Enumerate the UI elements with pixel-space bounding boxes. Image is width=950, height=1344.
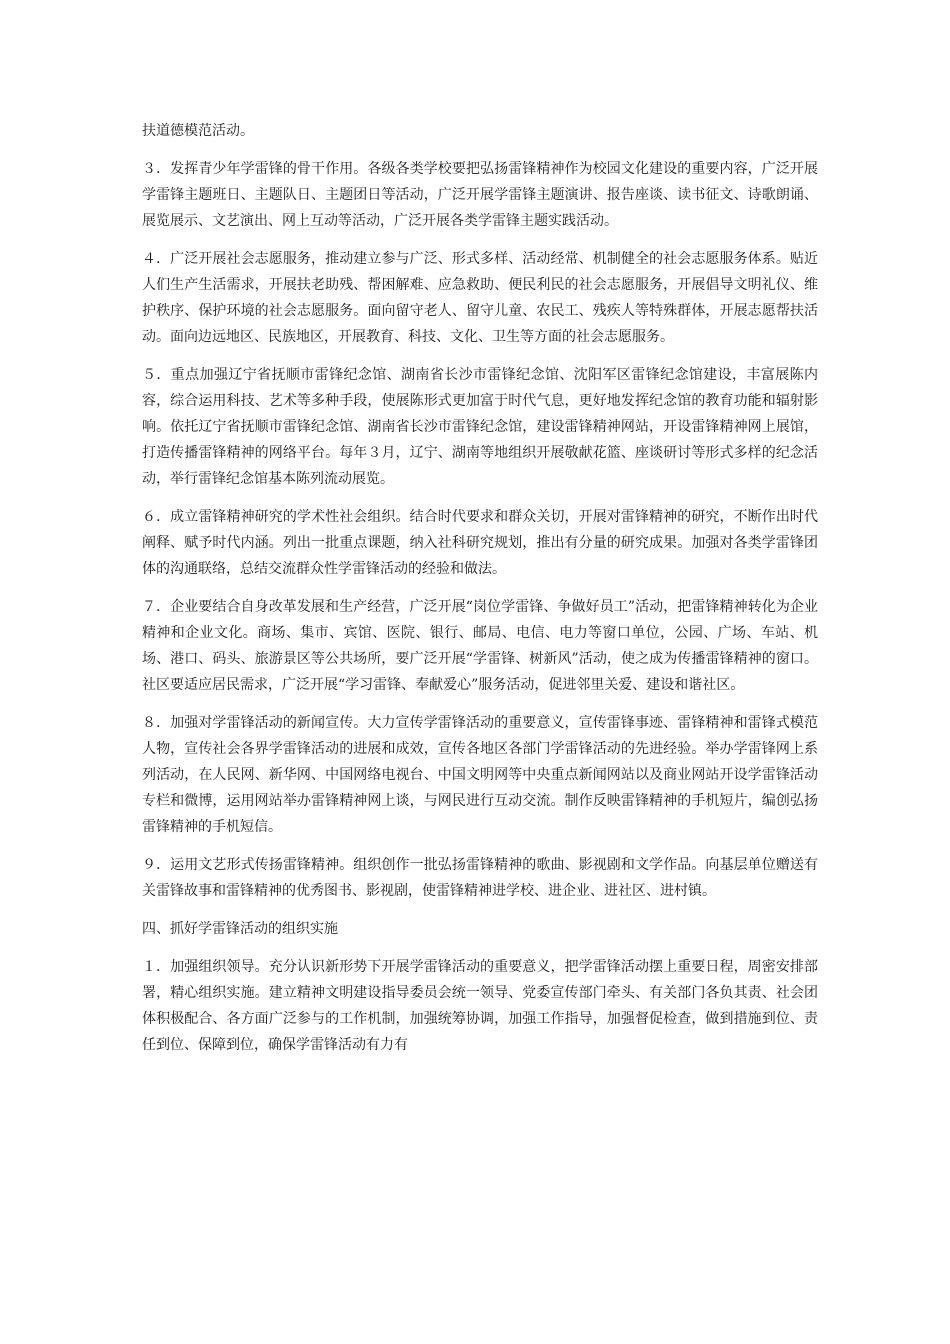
paragraph-continuation: 扶道德模范活动。 <box>142 123 254 139</box>
document-page <box>142 118 818 1058</box>
paragraph-item-4: ４．广泛开展社会志愿服务，推动建立参与广泛、形式多样、活动经常、机制健全的社会志愿服务体系。贴近人们生产生活需求，开展扶老助残、帮困解难、应急救助、便民利民的社会志愿服务，开展倡导文明礼仪、维护秩序、保护环境的社会志愿服务。面向留守老人、留守儿童、农民工、残疾人等特殊群体，开展志愿帮扶活动。面向边远地区、民族地区，开展教育、科技、文化、卫生等方面的社会志愿服务。 <box>142 251 818 345</box>
section-heading: 四、抓好学雷锋活动的组织实施 <box>142 921 338 937</box>
paragraph-item-7: ７．企业要结合自身改革发展和生产经营，广泛开展“岗位学雷锋、争做好员工”活动，把雷锋精神转化为企业精神和企业文化。商场、集市、宾馆、医院、银行、邮局、电信、电力等窗口单位，公园、广场、车站、机场、港口、码头、旅游景区等公共场所，要广泛开展“学雷锋、树新风”活动，使之成为传播雷锋精神的窗口。社区要适应居民需求，广泛开展“学习雷锋、奉献爱心”服务活动，促进邻里关爱、建设和谐社区。 <box>142 599 818 693</box>
paragraph-item-9: ９．运用文艺形式传扬雷锋精神。组织创作一批弘扬雷锋精神的歌曲、影视剧和文学作品。向基层单位赠送有关雷锋故事和雷锋精神的优秀图书、影视剧，使雷锋精神进学校、进企业、进社区、进村镇。 <box>142 857 818 899</box>
paragraph-item-3: ３．发挥青少年学雷锋的骨干作用。各级各类学校要把弘扬雷锋精神作为校园文化建设的重要内容，广泛开展学雷锋主题班日、主题队日、主题团日等活动，广泛开展学雷锋主题演讲、报告座谈、读书征文、诗歌朗诵、展览展示、文艺演出、网上互动等活动，广泛开展各类学雷锋主题实践活动。 <box>142 161 818 229</box>
paragraph-item-8: ８．加强对学雷锋活动的新闻宣传。大力宣传学雷锋活动的重要意义，宣传雷锋事迹、雷锋精神和雷锋式模范人物，宣传社会各界学雷锋活动的进展和成效，宣传各地区各部门学雷锋活动的先进经验。举办学雷锋网上系列活动，在人民网、新华网、中国网络电视台、中国文明网等中央重点新闻网站以及商业网站开设学雷锋活动专栏和微博，运用网站举办雷锋精神网上谈，与网民进行互动交流。制作反映雷锋精神的手机短片，编创弘扬雷锋精神的手机短信。 <box>142 715 818 835</box>
paragraph-item-6: ６．成立雷锋精神研究的学术性社会组织。结合时代要求和群众关切，开展对雷锋精神的研究，不断作出时代阐释、赋予时代内涵。列出一批重点课题，纳入社科研究规划，推出有分量的研究成果。加强对各类学雷锋团体的沟通联络，总结交流群众性学雷锋活动的经验和做法。 <box>142 509 818 577</box>
paragraph-item-5: ５．重点加强辽宁省抚顺市雷锋纪念馆、湖南省长沙市雷锋纪念馆、沈阳军区雷锋纪念馆建设，丰富展陈内容，综合运用科技、艺术等多种手段，使展陈形式更加富于时代气息，更好地发挥纪念馆的教育功能和辐射影响。依托辽宁省抚顺市雷锋纪念馆、湖南省长沙市雷锋纪念馆，建设雷锋精神网站，开设雷锋精神网上展馆，打造传播雷锋精神的网络平台。每年３月，辽宁、湖南等地组织开展敬献花篮、座谈研讨等形式多样的纪念活动，举行雷锋纪念馆基本陈列流动展览。 <box>142 367 818 487</box>
paragraph-section4-item-1: １．加强组织领导。充分认识新形势下开展学雷锋活动的重要意义，把学雷锋活动摆上重要日程，周密安排部署，精心组织实施。建立精神文明建设指导委员会统一领导、党委宣传部门牵头、有关部门各负其责、社会团体积极配合、各方面广泛参与的工作机制，加强统筹协调，加强工作指导，加强督促检查，做到措施到位、责任到位、保障到位，确保学雷锋活动有力有 <box>142 959 818 1053</box>
